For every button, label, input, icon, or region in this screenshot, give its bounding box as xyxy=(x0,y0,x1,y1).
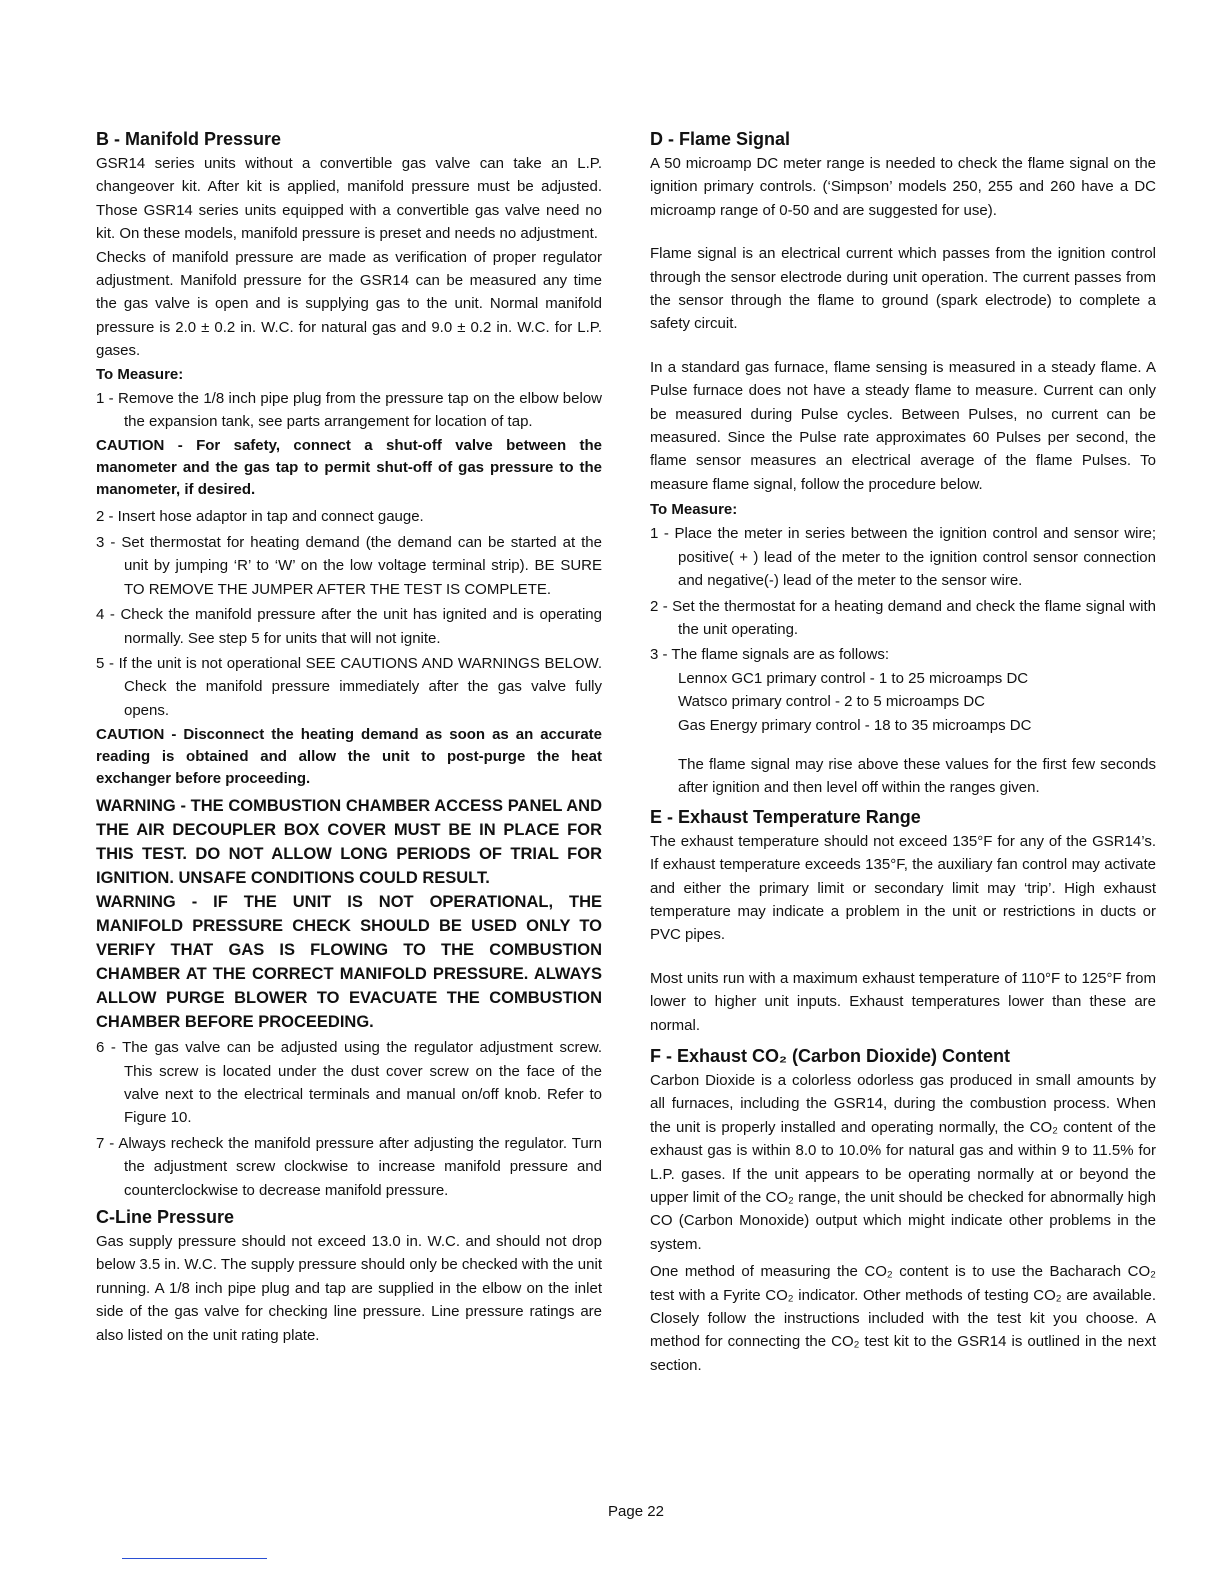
section-c-heading: C-Line Pressure xyxy=(96,1206,235,1227)
flame-step-3: 3 - The flame signals are as follows: xyxy=(650,646,889,664)
section-e-paragraph-2: Most units run with a maximum exhaust temperature of 110°F to 125°F from lower to higher unit inputs. Exhaust temperatures lower than these are normal. xyxy=(650,969,1156,1034)
flame-signal-note: The flame signal may rise above these values for the first few seconds after ignition and then level off within the ranges given. xyxy=(678,755,1156,797)
page-number: Page 22 xyxy=(608,1503,664,1520)
section-d-paragraph-1: A 50 microamp DC meter range is needed to check the flame signal on the ignition primary controls. (‘Simpson’ models 250, 255 and 260 have a DC microamp range of 0-50 and are suggested for use). xyxy=(650,155,1156,219)
footer-rule xyxy=(122,1558,267,1559)
step-5: 5 - If the unit is not operational SEE CAUTIONS AND WARNINGS BELOW. Check the manifold pressure immediately after the gas valve fully opens. xyxy=(96,654,602,719)
step-2: 2 - Insert hose adaptor in tap and connect gauge. xyxy=(96,508,424,526)
section-d-heading: D - Flame Signal xyxy=(650,129,791,149)
warning-not-operational: WARNING - IF THE UNIT IS NOT OPERATIONAL, THE MANIFOLD PRESSURE CHECK SHOULD BE USED ONLY TO VERIFY THAT GAS IS FLOWING TO THE COMBUSTION CHAMBER AT THE CORRECT MANIFOLD PRESSURE. ALWAYS ALLOW PURGE BLOWER TO EVACUATE THE COMBUSTION CHAMBER BEFORE PROCEEDING. xyxy=(96,893,602,1032)
section-e-paragraph-1: The exhaust temperature should not exceed 135°F for any of the GSR14’s. If exhaust temperature exceeds 135°F, the auxiliary fan control may activate and either the primary limit or secondary limit may ‘trip’. High exhaust temperature may indicate a problem in the unit or restrictions in ducts or PVC pipes. xyxy=(650,832,1156,944)
step-1: 1 - Remove the 1/8 inch pipe plug from the pressure tap on the elbow below the expansion tank, see parts arrangement for location of tap. xyxy=(96,389,602,431)
step-6: 6 - The gas valve can be adjusted using the regulator adjustment screw. This screw is located under the dust cover screw on the face of the valve next to the electrical terminals and manual on/off knob. Refer to Figure 10. xyxy=(96,1039,602,1127)
section-f-heading: F - Exhaust CO₂ (Carbon Dioxide) Content xyxy=(650,1046,1010,1066)
right-column xyxy=(650,128,1156,1377)
section-c-paragraph: Gas supply pressure should not exceed 13.0 in. W.C. and should not drop below 3.5 in. W.C. The supply pressure should only be checked with the unit running. A 1/8 inch pipe plug and tap are supplied in the elbow on the inlet side of the gas valve for checking line pressure. Line pressure ratings are also listed on the unit rating plate. xyxy=(96,1232,602,1344)
flame-step-1: 1 - Place the meter in series between the ignition control and sensor wire; positive( + ) lead of the meter to the ignition control sensor connection and negative(-) lead of the meter to the sensor wire. xyxy=(650,525,1156,590)
flame-step-2: 2 - Set the thermostat for a heating demand and check the flame signal with the unit operating. xyxy=(650,597,1156,638)
step-7: 7 - Always recheck the manifold pressure after adjusting the regulator. Turn the adjustment screw clockwise to increase manifold pressure and counterclockwise to decrease manifold pressure. xyxy=(96,1134,602,1199)
section-f-paragraph-2: One method of measuring the CO₂ content is to use the Bacharach CO₂ test with a Fyrite CO₂ indicator. Other methods of testing CO₂ are available. Closely follow the instructions included with the test kit you choose. A method for connecting the CO₂ test kit to the GSR14 is outlined in the next section. xyxy=(650,1263,1156,1374)
warning-access-panel: WARNING - THE COMBUSTION CHAMBER ACCESS PANEL AND THE AIR DECOUPLER BOX COVER MUST BE IN PLACE FOR THIS TEST. DO NOT ALLOW LONG PERIODS OF TRIAL FOR IGNITION. UNSAFE CONDITIONS COULD RESULT. xyxy=(96,797,602,888)
left-column xyxy=(96,128,602,1347)
section-b-paragraph-2: Checks of manifold pressure are made as verification of proper regulator adjustment. Manifold pressure for the GSR14 can be measured any time the gas valve is open and is supplying gas to the unit. Normal manifold pressure is 2.0 ± 0.2 in. W.C. for natural gas and 9.0 ± 0.2 in. W.C. for L.P. gases. xyxy=(96,248,602,360)
section-b-heading: B - Manifold Pressure xyxy=(96,129,282,149)
to-measure-heading-right: To Measure: xyxy=(650,501,738,519)
section-f-paragraph-1: Carbon Dioxide is a colorless odorless gas produced in small amounts by all furnaces, including the GSR14, during the combustion process. When the unit is properly installed and operating normally, the CO₂ content of the exhaust gas is within 8.0 to 10.0% for natural gas and within 9 to 11.5% for L.P. gases. If the unit appears to be operating normally at or beyond the upper limit of the CO₂ range, the unit should be checked for abnormally high CO (Carbon Monoxide) output which might indicate other problems in the system. xyxy=(650,1072,1156,1253)
step-3: 3 - Set thermostat for heating demand (the demand can be started at the unit by jumping ‘R’ to ‘W’ on the low voltage terminal strip). BE SURE TO REMOVE THE JUMPER AFTER THE TEST IS COMPLETE. xyxy=(96,533,602,598)
flame-signal-gas-energy: Gas Energy primary control - 18 to 35 microamps DC xyxy=(678,716,1032,734)
to-measure-heading: To Measure: xyxy=(96,365,184,383)
flame-signal-watsco: Watsco primary control - 2 to 5 microamps DC xyxy=(678,693,986,711)
section-b-paragraph-1: GSR14 series units without a convertible gas valve can take an L.P. changeover kit. After kit is applied, manifold pressure must be adjusted. Those GSR14 series units equipped with a convertible gas valve need no kit. On these models, manifold pressure is preset and needs no adjustment. xyxy=(96,155,602,243)
step-4: 4 - Check the manifold pressure after the unit has ignited and is operating normally. See step 5 for units that will not ignite. xyxy=(96,606,602,647)
section-e-heading: E - Exhaust Temperature Range xyxy=(650,806,921,827)
section-d-paragraph-2: Flame signal is an electrical current which passes from the ignition control through the sensor electrode during unit operation. The current passes from the sensor through the flame to ground (spark electrode) to complete a safety circuit. xyxy=(650,245,1156,333)
caution-disconnect: CAUTION - Disconnect the heating demand as soon as an accurate reading is obtained and allow the unit to post-purge the heat exchanger before proceeding. xyxy=(96,726,602,788)
flame-signal-lennox: Lennox GC1 primary control - 1 to 25 microamps DC xyxy=(678,669,1029,687)
section-d-paragraph-3: In a standard gas furnace, flame sensing is measured in a steady flame. A Pulse furnace does not have a steady flame to measure. Current can only be measured during Pulse cycles. Between Pulses, no current can be measured. Since the Pulse rate approximates 60 Pulses per second, the flame sensor measures an electrical average of the flame Pulses. To measure flame signal, follow the procedure below. xyxy=(650,358,1156,493)
caution-shutoff: CAUTION - For safety, connect a shut-off valve between the manometer and the gas tap to permit shut-off of gas pressure to the manometer, if desired. xyxy=(96,437,602,499)
